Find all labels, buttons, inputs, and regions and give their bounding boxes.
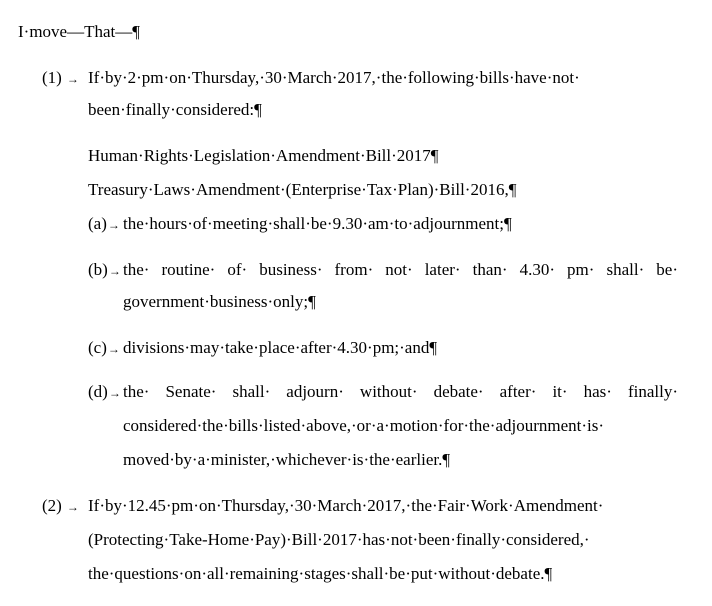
item-d-label bbox=[88, 382, 121, 402]
item-b-line-2: government·business·only;¶ bbox=[123, 292, 316, 311]
tab-arrow-icon: → bbox=[107, 342, 120, 356]
paragraph-2-line-2: (Protecting·Take-Home·Pay)·Bill·2017·has·not·been·finally·considered,· bbox=[88, 530, 590, 549]
paragraph-2-number bbox=[42, 496, 79, 516]
paragraph-number: (1) bbox=[42, 68, 62, 87]
item-b-label bbox=[88, 260, 121, 280]
paragraph-2-line-3: the·questions·on·all·remaining·stages·shall·be·put·without·debate.¶ bbox=[88, 564, 553, 583]
item-d-line-3: moved·by·a·minister,·whichever·is·the·earlier.¶ bbox=[123, 450, 451, 469]
paragraph-1-number bbox=[42, 68, 79, 88]
item-b-line-1: the· routine· of· business· from· not· later· than· 4.30· pm· shall· be· bbox=[123, 260, 678, 279]
motion-intro: I·move—That—¶ bbox=[18, 22, 140, 41]
tab-arrow-icon: → bbox=[66, 72, 79, 86]
tab-arrow-icon: → bbox=[107, 218, 120, 232]
tab-arrow-icon: → bbox=[66, 500, 79, 514]
item-d-line-1: the· Senate· shall· adjourn· without· debate· after· it· has· finally· bbox=[123, 382, 678, 401]
paragraph-1-line-1: If·by·2·pm·on·Thursday,·30·March·2017,·the·following·bills·have·not· bbox=[88, 68, 580, 87]
item-label: (a) bbox=[88, 214, 107, 233]
item-c-label bbox=[88, 338, 120, 358]
paragraph-2-line-1: If·by·12.45·pm·on·Thursday,·30·March·2017,·the·Fair·Work·Amendment· bbox=[88, 496, 604, 515]
item-a-line-1: the·hours·of·meeting·shall·be·9.30·am·to·adjournment;¶ bbox=[123, 214, 512, 233]
bill-title-2: Treasury·Laws·Amendment·(Enterprise·Tax·Plan)·Bill·2016,¶ bbox=[88, 180, 517, 199]
item-c-line-1: divisions·may·take·place·after·4.30·pm;·and¶ bbox=[123, 338, 438, 357]
item-label: (c) bbox=[88, 338, 107, 357]
tab-arrow-icon: → bbox=[108, 386, 121, 400]
item-label: (b) bbox=[88, 260, 108, 279]
bill-title-1: Human·Rights·Legislation·Amendment·Bill·2017¶ bbox=[88, 146, 439, 165]
paragraph-number: (2) bbox=[42, 496, 62, 515]
paragraph-1-line-2: been·finally·considered:¶ bbox=[88, 100, 262, 119]
item-d-line-2: considered·the·bills·listed·above,·or·a·motion·for·the·adjournment·is· bbox=[123, 416, 605, 435]
item-a-label bbox=[88, 214, 120, 234]
item-label: (d) bbox=[88, 382, 108, 401]
tab-arrow-icon: → bbox=[108, 264, 121, 278]
